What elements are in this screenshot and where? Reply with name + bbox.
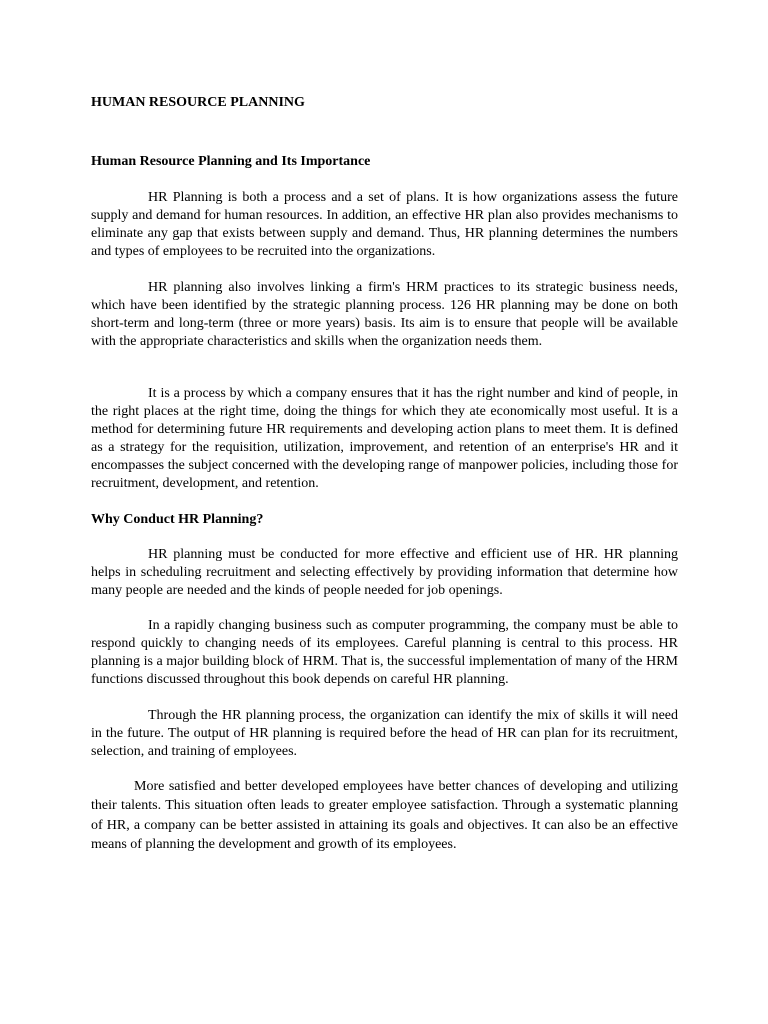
paragraph: More satisfied and better developed employees have better chances of developing and utilizing their talents. This situation often leads to greater employee satisfaction. Through a systematic planning of HR, a company can be better assisted in attaining its goals and objectives. It can also be an effective means of planning the development and growth of its employees.: [91, 779, 678, 853]
paragraph: HR planning also involves linking a firm's HRM practices to its strategic business needs, which have been identified by the strategic planning process. 126 HR planning may be done on both short-term and long-term (three or more years) basis. Its aim is to ensure that people will be available with the appropriate characteristics and skills when the organization needs them.: [91, 280, 678, 349]
paragraph: HR planning must be conducted for more effective and efficient use of HR. HR planning helps in scheduling recruitment and selecting effectively by providing information that determine how many people are needed and the kinds of people needed for job openings.: [91, 547, 678, 598]
paragraph: HR Planning is both a process and a set of plans. It is how organizations assess the future supply and demand for human resources. In addition, an effective HR plan also provides mechanisms to eliminate any gap that exists between supply and demand. Thus, HR planning determines the numbers and types of employees to be recruited into the organizations.: [91, 190, 678, 259]
section-heading-importance: Human Resource Planning and Its Importance: [91, 154, 371, 169]
paragraph: It is a process by which a company ensures that it has the right number and kind of people, in the right places at the right time, doing the things for which they ate economically most useful. It is a method for determining future HR requirements and developing action plans to meet them. It is defined as a strategy for the requisition, utilization, improvement, and retention of an enterprise's HR and it encompasses the subject concerned with the developing range of manpower policies, including those for recruitment, development, and retention.: [91, 386, 678, 491]
paragraph: Through the HR planning process, the organization can identify the mix of skills it will need in the future. The output of HR planning is required before the head of HR can plan for its recruitment, selection, and training of employees.: [91, 708, 678, 759]
document-title: HUMAN RESOURCE PLANNING: [91, 95, 305, 110]
paragraph: In a rapidly changing business such as computer programming, the company must be able to respond quickly to changing needs of its employees. Careful planning is central to this process. HR planning is a major building block of HRM. That is, the successful implementation of many of the HRM functions discussed throughout this book depends on careful HR planning.: [91, 618, 678, 687]
section-heading-why-conduct: Why Conduct HR Planning?: [91, 512, 264, 527]
